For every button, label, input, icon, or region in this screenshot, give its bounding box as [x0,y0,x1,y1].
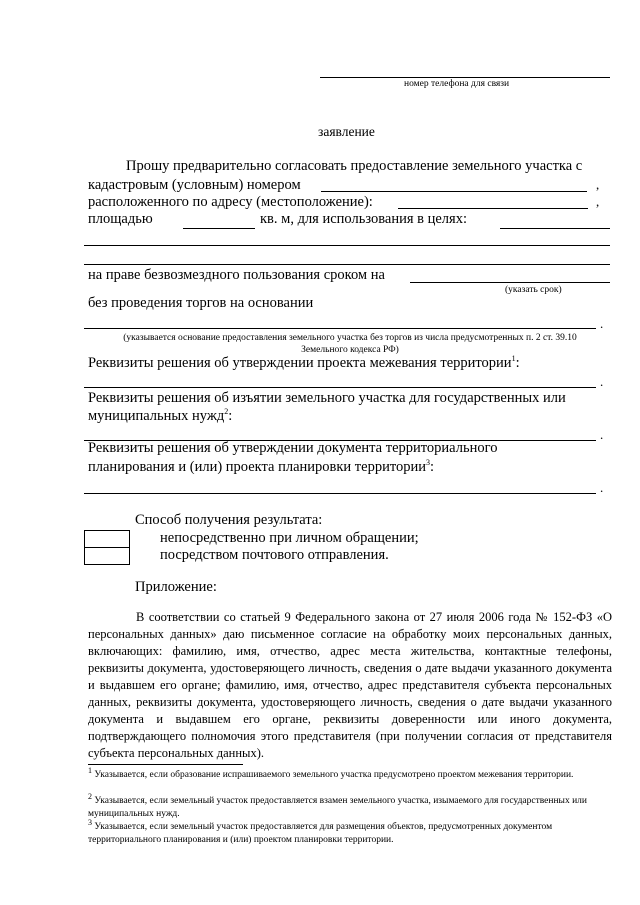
survey-requisites-text: Реквизиты решения об утверждении проекта межевания территории [88,355,512,371]
term-field[interactable] [410,282,610,283]
basis-field[interactable] [84,328,596,329]
footnote-text: Указывается, если образование испрашиваемого земельного участка предусмотрено проектом межевания территории. [94,770,574,780]
comma: , [596,177,600,192]
period: . [600,480,604,495]
delivery-mail-checkbox[interactable] [84,547,130,565]
delivery-heading: Способ получения результата: [135,512,323,528]
comma: , [596,194,600,209]
footnote-ref-2: 2 [224,407,229,417]
seizure-requisites-label-2 [88,408,232,425]
footnote-number: 3 [88,817,92,827]
footnote-number: 2 [88,791,92,801]
area-label: площадью [88,211,153,227]
cadastral-number-field[interactable] [321,191,587,192]
footnote-3 [88,817,612,847]
seizure-requisites-text: муниципальных нужд [88,408,225,424]
survey-requisites-label [88,355,520,372]
colon: : [430,459,435,475]
delivery-option-mail: посредством почтового отправления. [160,547,389,563]
area-unit-label: кв. м, для использования в целях: [260,211,467,227]
cadastral-label: кадастровым (условным) номером [88,177,301,193]
address-label: расположенного по адресу (местоположение): [88,194,373,210]
address-field[interactable] [398,208,588,209]
consent-paragraph: В соответствии со статьей 9 Федерального закона от 27 июля 2006 года № 152-ФЗ «О персональных данных» даю письменное согласие на обработку моих персональных данных, включающих: фамилию, имя, отчество, адрес места жительства, контактные телефоны, реквизиты документа, удостоверяющего личность, сведения о дате выдачи указанного документа и выдавшем его органе; фамилию, имя, отчество, адрес представителя субъекта персональных данных, реквизиты документа, удостоверяющего личность, сведения о дате выдачи указанного документа и выдавшем его органе, реквизиты доверенности или иного документа, подтверждающего полномочия этого представителя (при получении согласия от представителя субъекта персональных данных). [88,610,612,760]
planning-requisites-label-1: Реквизиты решения об утверждении документа территориального [88,440,498,456]
area-field[interactable] [183,228,255,229]
footnote-2 [88,791,612,821]
attachment-label: Приложение: [135,579,217,595]
document-title: заявление [318,124,375,139]
survey-requisites-field[interactable] [84,387,596,388]
purpose-field[interactable] [500,228,610,229]
footnote-text: Указывается, если земельный участок предоставляется взамен земельного участка, изымаемого для государственных или муниципальных нужд. [88,796,587,819]
period: . [600,427,604,442]
purpose-field-line-2[interactable] [84,245,610,246]
basis-hint: (указывается основание предоставления земельного участка без торгов из числа предусмотренных п. 2 ст. 39.10 Земельного кодекса РФ) [123,333,577,355]
footnote-text: Указывается, если земельный участок предоставляется для размещения объектов, предусмотренных документом территориального планирования и (или) проектом планировки территории. [88,822,553,845]
period: . [600,316,604,331]
colon: : [515,355,520,371]
term-hint: (указать срок) [505,285,562,295]
phone-line[interactable] [320,77,610,78]
colon: : [228,408,233,424]
period: . [600,374,604,389]
planning-requisites-field[interactable] [84,493,596,494]
footnote-ref-3: 3 [426,458,431,468]
request-line-1: Прошу предварительно согласовать предоставление земельного участка с [126,158,583,174]
planning-requisites-text: планирования и (или) проекта планировки территории [88,459,427,475]
basis-label: без проведения торгов на основании [88,295,314,311]
footnote-ref-1: 1 [511,354,516,364]
footnote-number: 1 [88,765,92,775]
footnote-1 [88,765,612,782]
footnote-separator [88,764,243,765]
right-label: на праве безвозмездного пользования сроком на [88,267,385,283]
phone-caption: номер телефона для связи [404,79,510,89]
usage-line-top[interactable] [84,264,610,265]
delivery-option-in-person: непосредственно при личном обращении; [160,530,419,546]
seizure-requisites-label-1: Реквизиты решения об изъятии земельного участка для государственных или [88,390,566,406]
delivery-in-person-checkbox[interactable] [84,530,130,548]
planning-requisites-label-2 [88,459,434,476]
